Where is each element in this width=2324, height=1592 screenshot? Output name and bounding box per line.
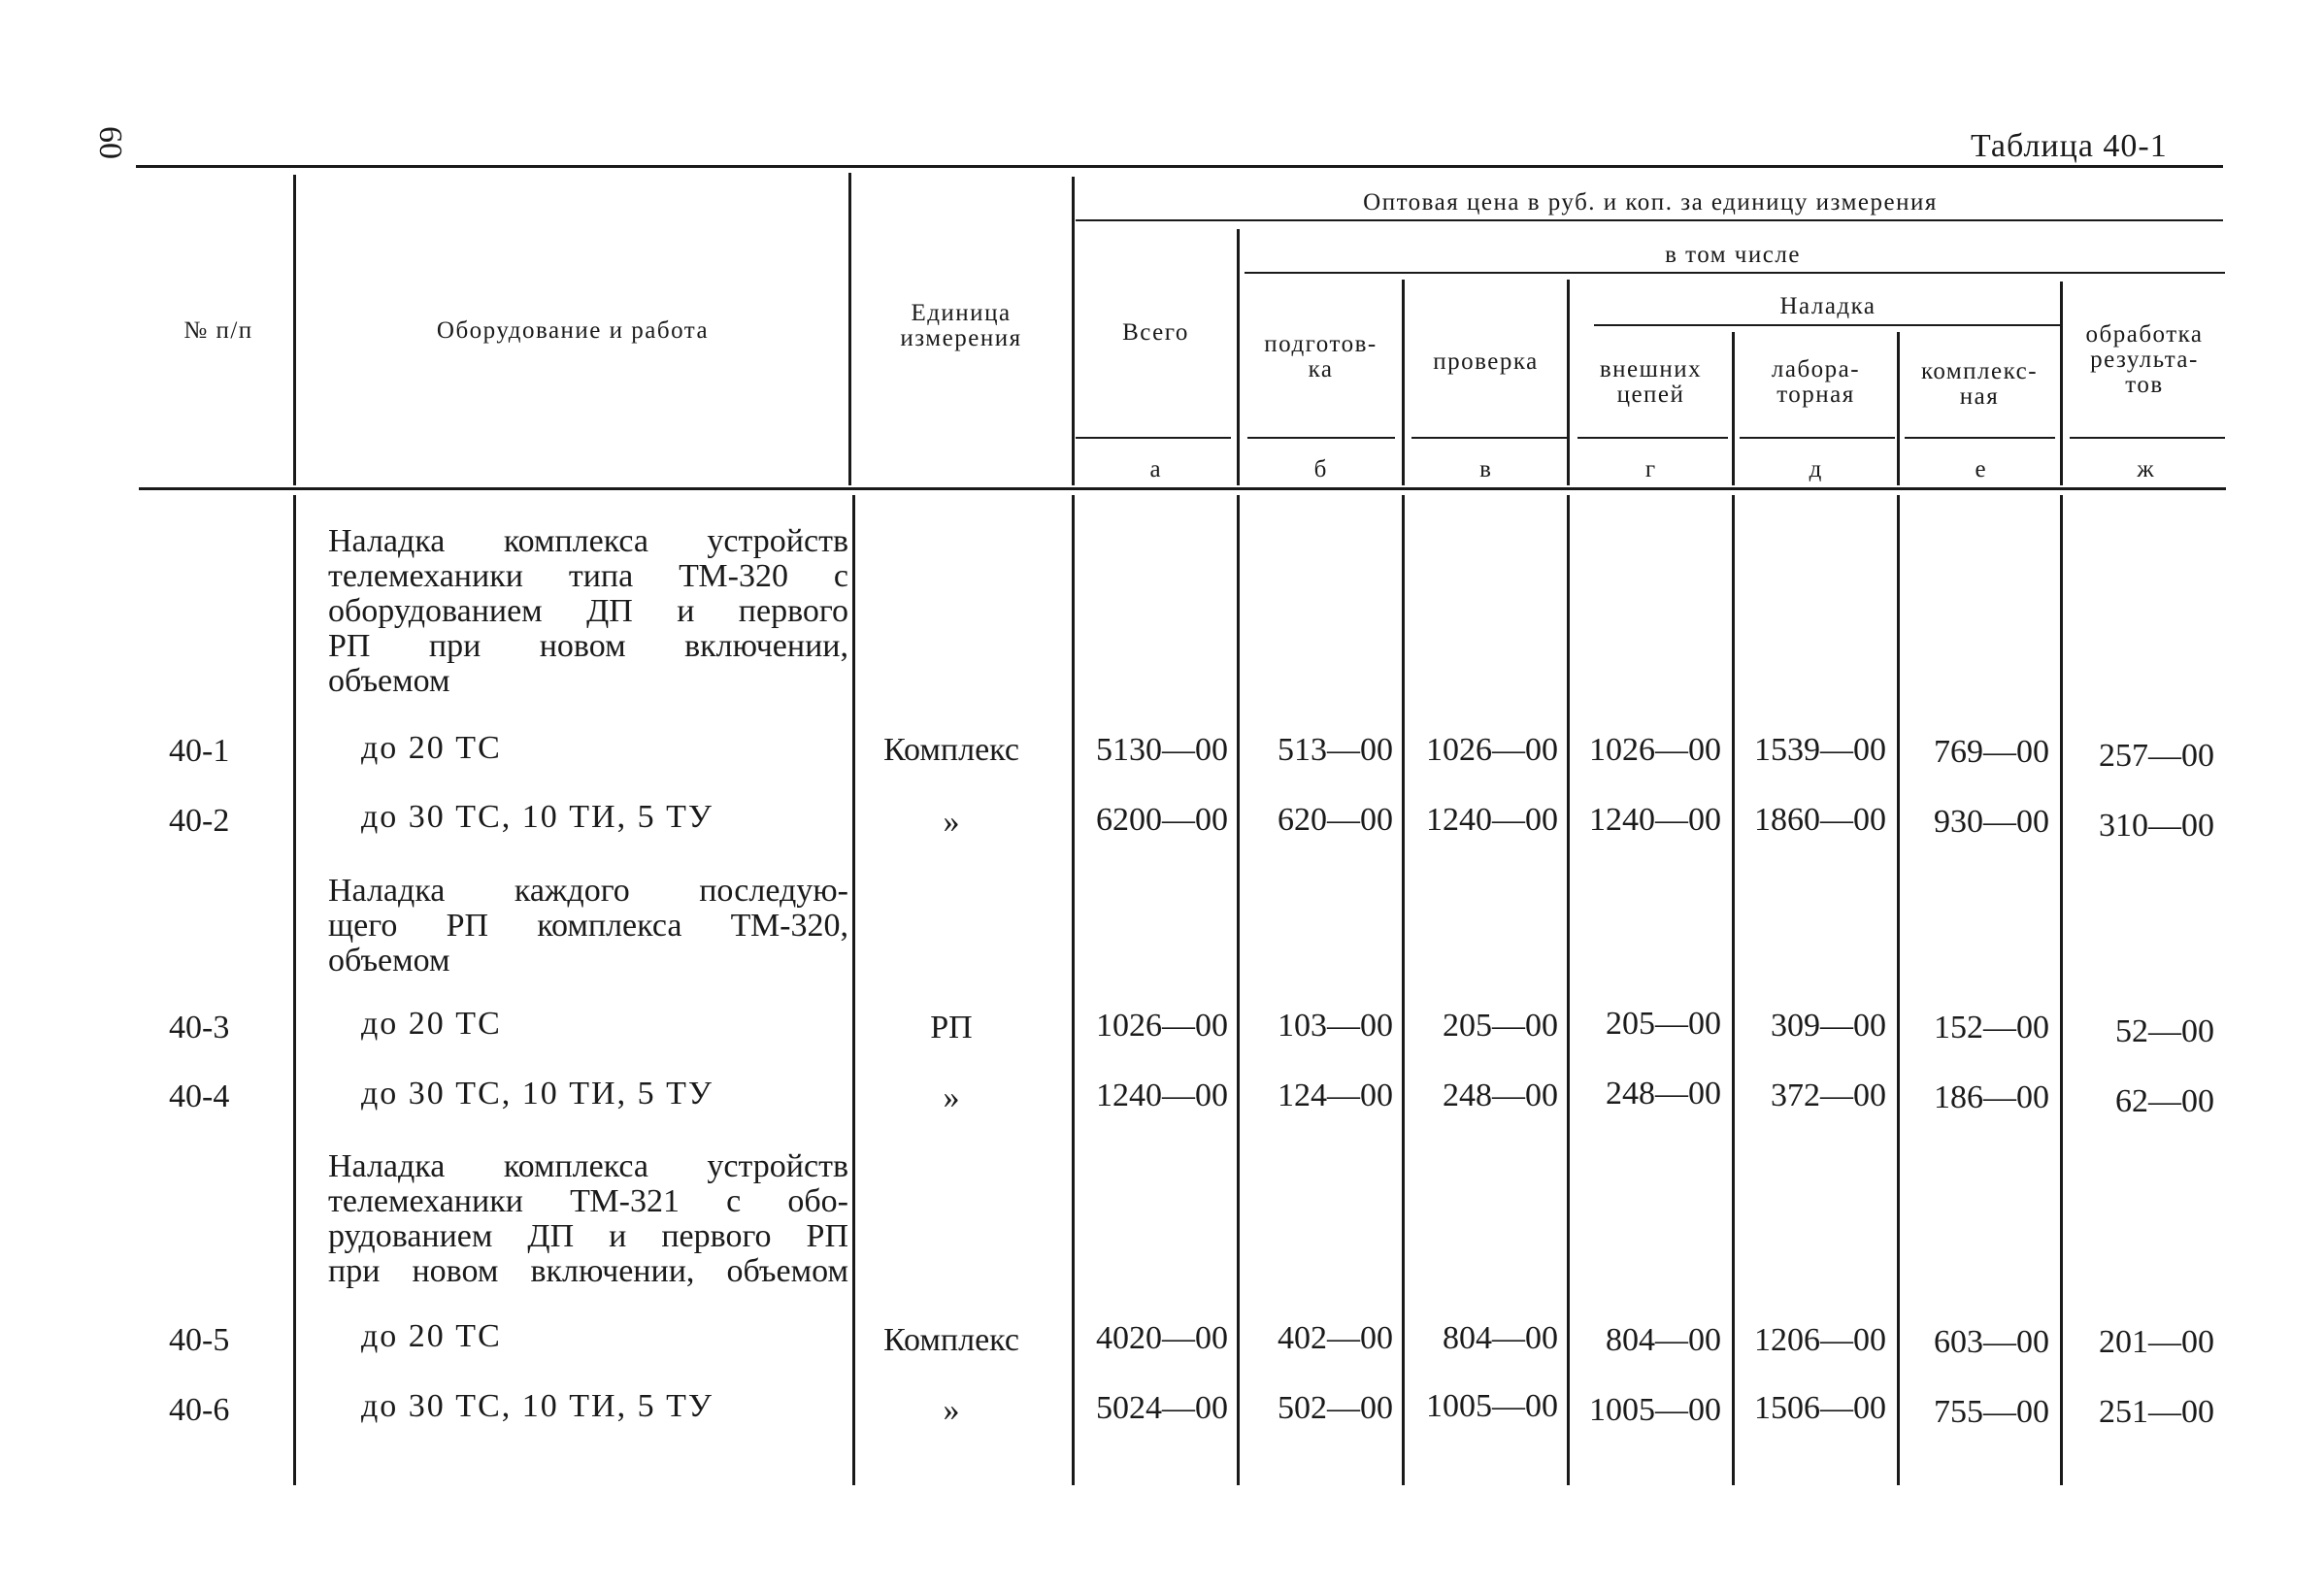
row-unit: Комплекс [883, 1322, 1019, 1358]
row-value-compl: 769—00 [1934, 734, 2049, 770]
row-value-prep: 502—00 [1278, 1390, 1393, 1426]
header-proc-line1: обработка [2085, 321, 2204, 348]
section-title-line: Наладка комплекса устройств [328, 523, 848, 559]
row-value-check: 1005—00 [1426, 1388, 1558, 1424]
header-including: в том числе [1665, 242, 1801, 268]
row-value-proc: 310—00 [2099, 808, 2214, 844]
row-value-proc: 52—00 [2115, 1013, 2214, 1049]
header-price: Оптовая цена в руб. и коп. за единицу измерения [1363, 189, 1938, 216]
header-compl-line1: комплекс- [1920, 358, 2039, 384]
col-letter-b: б [1313, 456, 1327, 482]
row-value-total: 1026—00 [1096, 1008, 1228, 1044]
row-value-lab: 1506—00 [1754, 1390, 1886, 1426]
section-title-line: РП при новом включении, [328, 628, 848, 664]
section-title-line: при новом включении, объемом [328, 1253, 848, 1289]
header-prep-line1: подготов- [1264, 331, 1378, 357]
row-item: до 30 ТС, 10 ТИ, 5 ТУ [361, 1388, 714, 1424]
row-number: 40-5 [169, 1322, 230, 1358]
col-divider-total [1237, 229, 1240, 485]
row-value-lab: 309—00 [1771, 1008, 1886, 1044]
header-equipment: Оборудование и работа [436, 317, 710, 344]
letters-rule-6 [1905, 437, 2055, 439]
row-number: 40-3 [169, 1010, 230, 1045]
row-number: 40-2 [169, 803, 230, 839]
col-divider-equipment [848, 173, 851, 485]
row-value-ext: 1005—00 [1589, 1392, 1721, 1428]
header-unit [854, 301, 1068, 351]
header-ext-line1: внешних [1599, 356, 1703, 382]
row-item: до 30 ТС, 10 ТИ, 5 ТУ [361, 1076, 714, 1111]
letters-rule-4 [1577, 437, 1728, 439]
header-num: № п/п [183, 317, 253, 344]
header-compl [1899, 359, 2060, 410]
col-divider-check [1567, 280, 1570, 485]
row-value-compl: 755—00 [1934, 1394, 2049, 1430]
row-value-prep: 513—00 [1278, 732, 1393, 768]
row-unit: » [943, 804, 960, 840]
row-value-total: 6200—00 [1096, 802, 1228, 838]
row-value-proc: 62—00 [2115, 1083, 2214, 1119]
header-compl-line2: ная [1959, 383, 2000, 410]
row-value-check: 1026—00 [1426, 732, 1558, 768]
header-check: проверка [1433, 348, 1539, 375]
table-title: Таблица 40-1 [1971, 128, 2168, 164]
row-value-compl: 930—00 [1934, 804, 2049, 840]
letters-rule-7 [2070, 437, 2225, 439]
header-lab-line2: торная [1776, 381, 1855, 408]
section-title [328, 524, 848, 699]
row-value-proc: 201—00 [2099, 1324, 2214, 1360]
section-title-line: Наладка комплекса устройств [328, 1148, 848, 1184]
row-value-compl: 152—00 [1934, 1010, 2049, 1045]
row-value-ext: 205—00 [1606, 1006, 1721, 1042]
row-value-prep: 402—00 [1278, 1320, 1393, 1356]
page-number: 60 [92, 126, 128, 159]
col-letter-d: д [1809, 456, 1822, 482]
row-value-check: 205—00 [1443, 1008, 1558, 1044]
section-title [328, 1149, 848, 1289]
section-title-line: Наладка каждого последую- [328, 873, 848, 909]
section-title-line: оборудованием ДП и первого [328, 593, 848, 629]
body-divider-num [293, 495, 296, 1485]
row-item: до 20 ТС [361, 1318, 502, 1354]
row-value-compl: 186—00 [1934, 1079, 2049, 1115]
letters-rule-5 [1740, 437, 1895, 439]
top-rule [136, 165, 2223, 168]
row-number: 40-6 [169, 1392, 230, 1428]
row-number: 40-1 [169, 733, 230, 769]
section-title-line: объемом [328, 663, 450, 699]
col-letter-v: в [1479, 456, 1491, 482]
naladka-rule [1594, 324, 2062, 326]
row-value-prep: 620—00 [1278, 802, 1393, 838]
header-ext-line2: цепей [1616, 381, 1685, 408]
header-bottom-rule [139, 487, 2226, 490]
row-unit: » [943, 1392, 960, 1428]
header-unit-line1: Единица [911, 300, 1012, 326]
row-number: 40-4 [169, 1078, 230, 1114]
header-total: Всего [1122, 319, 1189, 346]
row-item: до 20 ТС [361, 1006, 502, 1042]
col-letter-zh: ж [2137, 456, 2154, 482]
row-value-total: 5024—00 [1096, 1390, 1228, 1426]
header-prep [1241, 332, 1401, 382]
letters-rule-3 [1411, 437, 1567, 439]
row-value-check: 804—00 [1443, 1320, 1558, 1356]
row-value-ext: 1026—00 [1589, 732, 1721, 768]
row-unit: РП [930, 1010, 973, 1045]
letters-rule-1 [1076, 437, 1231, 439]
row-value-total: 1240—00 [1096, 1078, 1228, 1113]
header-ext [1571, 357, 1731, 408]
row-value-proc: 251—00 [2099, 1394, 2214, 1430]
section-title-line: рудованием ДП и первого РП [328, 1218, 848, 1254]
section-title-line: объемом [328, 943, 450, 978]
col-divider-unit [1072, 177, 1075, 485]
header-proc-line3: тов [2125, 372, 2164, 398]
row-item: до 30 ТС, 10 ТИ, 5 ТУ [361, 799, 714, 835]
row-value-ext: 804—00 [1606, 1322, 1721, 1358]
row-value-prep: 103—00 [1278, 1008, 1393, 1044]
header-unit-line2: измерения [900, 325, 1022, 351]
header-lab-line1: лабора- [1771, 356, 1861, 382]
row-unit: Комплекс [883, 732, 1019, 768]
header-proc [2062, 322, 2227, 398]
row-value-prep: 124—00 [1278, 1078, 1393, 1113]
row-value-total: 4020—00 [1096, 1320, 1228, 1356]
row-value-compl: 603—00 [1934, 1324, 2049, 1360]
row-value-total: 5130—00 [1096, 732, 1228, 768]
col-divider-ext [1732, 332, 1735, 485]
row-value-check: 1240—00 [1426, 802, 1558, 838]
section-title-line: телемеханики типа ТМ-320 с [328, 558, 848, 594]
col-letter-a: а [1149, 456, 1161, 482]
col-letter-e: е [1975, 456, 1986, 482]
row-value-proc: 257—00 [2099, 738, 2214, 774]
including-rule [1245, 272, 2225, 274]
row-item: до 20 ТС [361, 730, 502, 766]
row-value-ext: 1240—00 [1589, 802, 1721, 838]
row-value-lab: 1539—00 [1754, 732, 1886, 768]
section-title-line: щего РП комплекса ТМ-320, [328, 908, 848, 944]
row-unit: » [943, 1079, 960, 1115]
col-letter-g: г [1644, 456, 1656, 482]
price-rule [1076, 219, 2223, 221]
row-value-check: 248—00 [1443, 1078, 1558, 1113]
row-value-lab: 372—00 [1771, 1078, 1886, 1113]
header-proc-line2: результа- [2090, 347, 2199, 373]
row-value-ext: 248—00 [1606, 1076, 1721, 1111]
row-value-lab: 1860—00 [1754, 802, 1886, 838]
col-divider-prep [1402, 280, 1405, 485]
section-title-line: телемеханики ТМ-321 с обо- [328, 1183, 848, 1219]
header-lab [1736, 357, 1896, 408]
col-divider-num [293, 175, 296, 485]
header-prep-line2: ка [1308, 356, 1334, 382]
row-value-lab: 1206—00 [1754, 1322, 1886, 1358]
header-naladka: Наладка [1779, 293, 1876, 319]
section-title [328, 874, 848, 978]
letters-rule-2 [1247, 437, 1395, 439]
